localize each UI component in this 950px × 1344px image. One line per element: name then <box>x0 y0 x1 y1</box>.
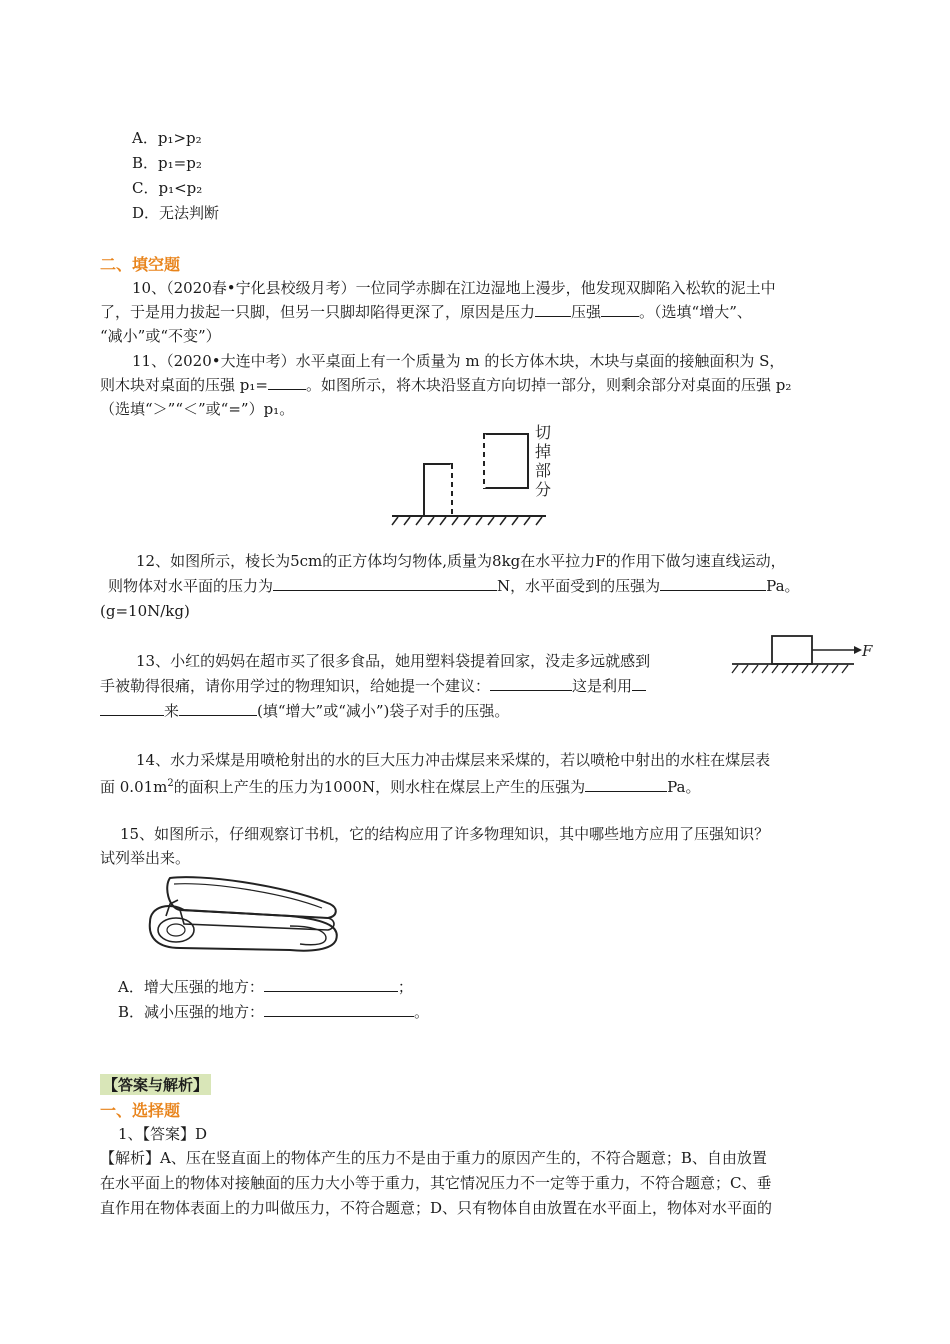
option-text: p₁>p₂ <box>157 129 202 147</box>
q11-line1: 11、（2020•大连中考）水平桌面上有一个质量为 m 的长方体木块，木块与桌面的接触面积为 S， <box>132 352 785 370</box>
answer-blank[interactable] <box>601 302 639 317</box>
q15-line1: 15、如图所示，仔细观察订书机，它的结构应用了许多物理知识，其中哪些地方应用了压强知识？ <box>120 825 770 843</box>
option-text: 无法判断 <box>159 204 220 222</box>
option-letter: C． <box>132 179 159 197</box>
answer-blank[interactable] <box>100 701 164 716</box>
figure-label-char: 部 <box>535 461 552 480</box>
answer-header: 【答案与解析】 <box>100 1074 211 1095</box>
q15-option-a: A．增大压强的地方： ； <box>118 978 413 996</box>
answer-blank[interactable] <box>632 676 646 691</box>
q13-line3: 来 (填“增大”或“减小”)袋子对手的压强。 <box>100 699 860 723</box>
figure-label-char: 切 <box>535 423 552 442</box>
stapler-figure <box>140 870 345 960</box>
q10-line1: 10、（2020春•宁化县校级月考）一位同学赤脚在江边湿地上漫步，他发现双脚陷入松软的泥土中 <box>132 279 776 297</box>
q10-line3: “减小”或“不变”） <box>100 327 221 345</box>
q12-line3: (g=10N/kg) <box>100 602 190 620</box>
q15-option-b: B．减小压强的地方： 。 <box>118 1003 430 1021</box>
q10-line2: 了，于是用力拔起一只脚，但另一只脚却陷得更深了，原因是压力 压强 。（选填“增大”、 <box>100 303 752 321</box>
q13-line2: 手被勒得很痛，请你用学过的物理知识，给她提一个建议： 这是利用 <box>100 674 860 698</box>
answer-1-label: 1、【答案】D <box>118 1125 208 1143</box>
anvil <box>158 918 194 942</box>
answer-blank[interactable] <box>179 701 257 716</box>
section-title-choice: 一、选择题 <box>100 1101 181 1120</box>
q11-block-cut-figure <box>390 420 560 530</box>
q12-line1: 12、如图所示，棱长为5cm的正方体均匀物体,质量为8kg在水平拉力F的作用下做匀速直线运动， <box>136 552 786 570</box>
answer-blank[interactable] <box>273 576 497 591</box>
answer-blank[interactable] <box>268 375 306 390</box>
option-b <box>132 151 202 175</box>
answer-1-analysis-line1: 【解析】A、压在竖直面上的物体产生的压力不是由于重力的原因产生的，不符合题意；B、自由放置 <box>100 1149 767 1167</box>
figure-label-char: 分 <box>535 480 552 499</box>
q11-line2: 则木块对桌面的压强 p₁= 。如图所示，将木块沿竖直方向切掉一部分，则剩余部分对桌面的压强 p₂ <box>100 376 792 394</box>
q11-line3: （选填“＞”“＜”或“=”）p₁。 <box>100 400 295 418</box>
option-text: p₁<p₂ <box>158 179 203 197</box>
answer-blank[interactable] <box>585 777 667 792</box>
q13-line1: 13、小红的妈妈在超市买了很多食品，她用塑料袋提着回家，没走多远就感到 <box>136 652 651 670</box>
answer-blank[interactable] <box>264 1002 414 1017</box>
answer-blank[interactable] <box>264 977 398 992</box>
answer-blank[interactable] <box>490 676 572 691</box>
stapler-base <box>150 906 337 951</box>
q14-line1: 14、水力采煤是用喷枪射出的水的巨大压力冲击煤层来采煤的，若以喷枪中射出的水柱在煤层表 <box>136 751 771 769</box>
option-c <box>132 176 202 200</box>
option-a <box>132 126 202 150</box>
answer-blank[interactable] <box>660 576 766 591</box>
option-letter: D． <box>132 204 160 222</box>
force-label: F <box>862 642 873 660</box>
option-d <box>132 201 219 225</box>
section-title-fill-in: 二、填空题 <box>100 255 181 274</box>
remaining-block <box>424 464 452 516</box>
option-letter: B． <box>132 154 159 172</box>
answer-blank[interactable] <box>535 302 571 317</box>
answer-1-analysis-line3: 直作用在物体表面上的力叫做压力，不符合题意；D、只有物体自由放置在水平面上，物体对水平面的 <box>100 1199 773 1217</box>
figure-label-char: 掉 <box>535 442 552 461</box>
q14-line2: 面 $0.01m^2$的面积上产生的压力为1000N，则水柱在煤层上产生的压强为 Pa。 <box>100 778 701 796</box>
option-letter: A． <box>132 129 158 147</box>
answer-1-analysis-line2: 在水平面上的物体对接触面的压力大小等于重力，其它情况压力不一定等于重力，不符合题意；C、垂 <box>100 1174 772 1192</box>
cut-part <box>484 434 528 488</box>
q15-line2: 试列举出来。 <box>100 849 191 867</box>
q12-line2: 则物体对水平面的压力为 N，水平面受到的压强为 Pa。 <box>108 577 800 595</box>
option-text: p₁=p₂ <box>158 154 202 172</box>
